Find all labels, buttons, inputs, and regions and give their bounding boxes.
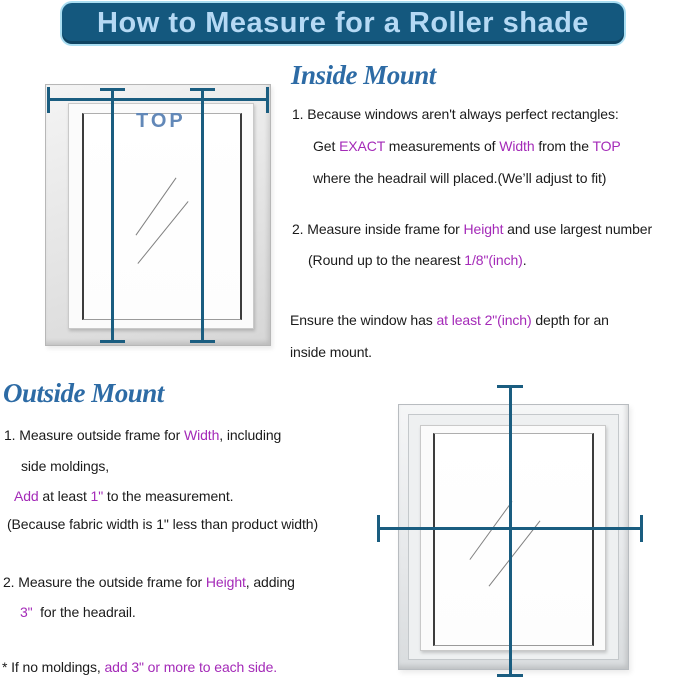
inside-mount-heading: Inside Mount <box>291 60 436 90</box>
outside-step2-line2: 3" for the headrail. <box>20 604 136 620</box>
inside-step2-line2: (Round up to the nearest 1/8"(inch). <box>308 252 527 268</box>
outside-mount-heading: Outside Mount <box>3 378 164 408</box>
measurement-line-top-width <box>48 98 269 101</box>
outside-mount-window-illustration <box>398 404 629 670</box>
measurement-cap <box>497 385 523 388</box>
window-glass <box>82 113 242 320</box>
window-glass <box>433 433 594 646</box>
measurement-cap <box>190 88 215 91</box>
outside-step1-line4: (Because fabric width is 1" less than product width) <box>7 516 319 532</box>
measurement-line-vertical <box>509 386 512 677</box>
page-title: How to Measure for a Roller shade <box>97 7 589 39</box>
outside-footnote: * If no moldings, add 3" or more to each side. <box>2 659 278 675</box>
inside-step1-line3: where the headrail will placed.(We’ll adjust to fit) <box>313 170 607 186</box>
measurement-cap <box>47 87 50 113</box>
glass-reflection-line <box>136 178 177 236</box>
measurement-line-horizontal <box>378 527 643 530</box>
measurement-line-height-right <box>201 89 204 343</box>
title-banner <box>62 3 624 44</box>
inside-step1-line2: Get EXACT measurements of Width from the TOP <box>313 138 621 154</box>
inside-step1-line1: 1. Because windows aren't always perfect rectangles: <box>292 106 619 122</box>
glass-reflection-line <box>469 501 512 560</box>
inside-note-line2: inside mount. <box>290 344 372 360</box>
inside-note-line1: Ensure the window has at least 2"(inch) depth for an <box>290 312 609 328</box>
measurement-cap <box>100 88 125 91</box>
measurement-cap <box>640 515 643 542</box>
inside-step2-line1: 2. Measure inside frame for Height and use largest number <box>292 221 653 237</box>
measurement-cap <box>377 515 380 542</box>
glass-reflection-line <box>137 201 188 264</box>
outside-step1-line1: 1. Measure outside frame for Width, including <box>4 427 282 443</box>
glass-reflection-line <box>489 520 541 586</box>
top-label: TOP <box>136 110 186 132</box>
measurement-cap <box>100 340 125 343</box>
outside-step1-line3: Add at least 1" to the measurement. <box>14 488 234 504</box>
measurement-cap <box>190 340 215 343</box>
measurement-cap <box>497 674 523 677</box>
outside-step1-line2: side moldings, <box>21 458 110 474</box>
outside-step2-line1: 2. Measure the outside frame for Height, adding <box>3 574 295 590</box>
measurement-cap <box>266 87 269 113</box>
measurement-line-height-left <box>111 89 114 343</box>
